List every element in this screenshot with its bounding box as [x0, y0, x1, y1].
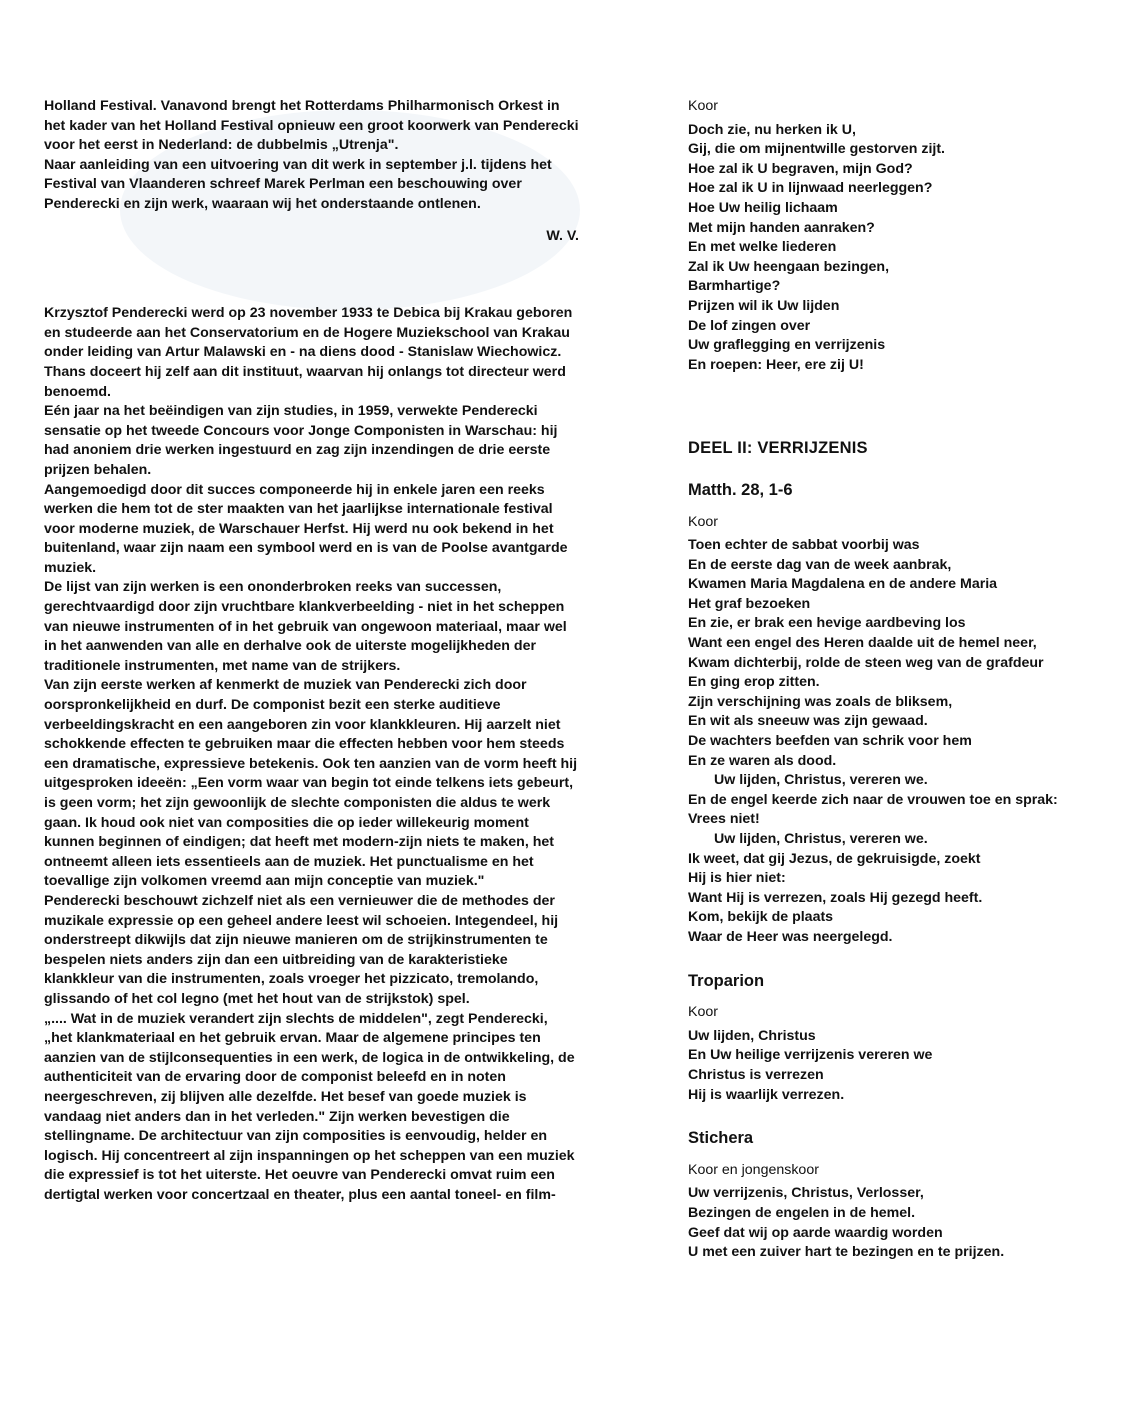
verse-line: Want Hij is verrezen, zoals Hij gezegd heeft.	[688, 889, 983, 906]
verse-line: Hij is waarlijk verrezen.	[688, 1086, 845, 1103]
verse-line: U met een zuiver hart te bezingen en te prijzen.	[688, 1244, 1005, 1261]
verse-line: En Uw heilige verrijzenis vereren we	[688, 1047, 933, 1064]
article-column	[44, 97, 579, 1205]
verse-line: En de engel keerde zich naar de vrouwen toe en sprak:	[688, 791, 1058, 808]
section-title-stichera: Stichera	[688, 1129, 754, 1148]
author-initials: W. V.	[546, 227, 579, 244]
body-paragraph: De lijst van zijn werken is een ononderbroken reeks van successen, gerechtvaardigd door zijn vruchtbare klankverbeelding - niet in het scheppen van nieuwe instrumenten of in het gebruik van ongewoon materiaal, maar wel in het aanwenden van alle en derhalve ook de uiterste mogelijkheden der traditionele instrumenten, met name van de strijkers.	[44, 579, 567, 674]
verse-line: De lof zingen over	[688, 317, 811, 334]
verse-line: Hoe Uw heilig lichaam	[688, 199, 838, 216]
verse-line: Kom, bekijk de plaats	[688, 909, 834, 926]
verse-line: En de eerste dag van de week aanbrak,	[688, 556, 952, 573]
verse-line: Kwamen Maria Magdalena en de andere Maria	[688, 576, 998, 593]
koor-verse	[688, 121, 1140, 376]
verse-line: Zijn verschijning was zoals de bliksem,	[688, 693, 953, 710]
verse-line: Christus is verrezen	[688, 1066, 824, 1083]
section-title-troparion: Troparion	[688, 971, 765, 990]
section-title-matth: Matth. 28, 1-6	[688, 480, 793, 499]
verse-line: En ze waren als dood.	[688, 752, 837, 769]
verse-line: Met mijn handen aanraken?	[688, 219, 875, 236]
verse-line: Doch zie, nu herken ik U,	[688, 121, 856, 138]
verse-line: Hoe zal ik U in lijnwaad neerleggen?	[688, 180, 933, 197]
body-paragraph: Krzysztof Penderecki werd op 23 november 1933 te Debica bij Krakau geboren en studeerde aan het Conservatorium en de Hogere Muziekschool van Krakau onder leiding van Artur Malawski en - na diens dood - Stanislaw Wiechowicz. Thans doceert hij zelf aan dit instituut, waarvan hij onlangs tot directeur werd benoemd.	[44, 305, 573, 400]
body-paragraph: Aangemoedigd door dit succes componeerde hij in enkele jaren een reeks werken die hem tot de ster maakten van het jaarlijkse internationale festival voor moderne muziek, de Warschauer Herfst. Hij werd nu ook bekend in het buitenland, waar zijn naam een symbool werd en is van de Poolse avantgarde muziek.	[44, 481, 568, 576]
verse-line: En wit als sneeuw was zijn gewaad.	[688, 713, 928, 730]
verse-line: Uw lijden, Christus, vereren we.	[714, 831, 928, 847]
troparion-verse	[688, 1027, 1140, 1105]
verse-line: Uw lijden, Christus	[688, 1027, 816, 1044]
voice-label: Koor	[688, 1004, 718, 1021]
body-paragraph: Penderecki beschouwt zichzelf niet als een vernieuwer die de methodes der muzikale expressie op een geheel andere leest wil schoeien. Integendeel, hij onderstreept dikwijls dat zijn nieuwe manieren om de strijkinstrumenten te bespelen niets anders zijn dan een uitbreiding van de karakteristieke klankkleur van die instrumenten, zoals vroeger het pizzicato, tremolando, glissando of het col legno (met het hout van de strijkstok) spel.	[44, 892, 559, 1007]
stichera-verse	[688, 1184, 1140, 1262]
body-paragraph: Eén jaar na het beëindigen van zijn studies, in 1959, verwekte Penderecki sensatie op het tweede Concours voor Jonge Componisten in Warschau: hij had anoniem drie werken ingestuurd en zag zijn inzendingen de drie eerste prijzen behalen.	[44, 403, 558, 478]
intro-paragraph: Holland Festival. Vanavond brengt het Rotterdams Philharmonisch Orkest in het kader van het Holland Festival opnieuw een groot koorwerk van Penderecki voor het eerst in Nederland: de dubbelmis „Utrenja".	[44, 98, 579, 154]
verse-line: Uw graflegging en verrijzenis	[688, 337, 886, 354]
verse-line: Zal ik Uw heengaan bezingen,	[688, 258, 890, 275]
body-paragraph: Van zijn eerste werken af kenmerkt de muziek van Penderecki zich door oorspronkelijkheid en durf. De componist bezit een sterke auditieve verbeeldingskracht en een aangeboren zin voor klankkleuren. Hij aarzelt niet schokkende effecten te gebruiken maar die effecten hebben voor hem steeds een dramatische, expressieve betekenis. Ook ten aanzien van de vorm heeft hij uitgesproken ideeën: „Een vorm waar van begin tot einde telkens iets gebeurt, is geen vorm; het zijn gewoonlijk de slechte componisten die aldus te werk gaan. Ik houd ook niet van composities die op ieder willekeurig moment kunnen beginnen of eindigen; dat heeft met modern-zijn niets te maken, het ontneemt alleen iets essentieels aan de muziek. Het punctualisme en het toevallige zijn volkomen vreemd aan mijn conceptie van muziek."	[44, 677, 578, 890]
verse-line: Gij, die om mijnentwille gestorven zijt.	[688, 141, 945, 158]
verse-line: Het graf bezoeken	[688, 595, 811, 612]
verse-line: En met welke liederen	[688, 239, 837, 256]
matth-verse	[688, 536, 1140, 947]
verse-line: Hij is hier niet:	[688, 870, 786, 887]
verse-line: Hoe zal ik U begraven, mijn God?	[688, 160, 913, 177]
voice-label: Koor	[688, 513, 718, 530]
voice-label: Koor	[688, 98, 718, 114]
voice-label: Koor en jongenskoor	[688, 1161, 819, 1178]
verse-line: Kwam dichterbij, rolde de steen weg van de grafdeur	[688, 654, 1044, 671]
verse-line: Ik weet, dat gij Jezus, de gekruisigde, zoekt	[688, 850, 981, 867]
verse-line: Want een engel des Heren daalde uit de hemel neer,	[688, 635, 1037, 652]
verse-line: Uw verrijzenis, Christus, Verlosser,	[688, 1185, 924, 1202]
verse-line: Vrees niet!	[688, 811, 760, 828]
verse-line: Toen echter de sabbat voorbij was	[688, 537, 920, 554]
verse-line: Barmhartige?	[688, 278, 781, 295]
verse-line: Geef dat wij op aarde waardig worden	[688, 1224, 943, 1241]
part-title: DEEL II: VERRIJZENIS	[688, 439, 868, 458]
verse-line: Bezingen de engelen in de hemel.	[688, 1204, 916, 1221]
verse-line: En zie, er brak een hevige aardbeving los	[688, 615, 966, 632]
verse-line: Uw lijden, Christus, vereren we.	[714, 772, 928, 789]
verse-line: De wachters beefden van schrik voor hem	[688, 733, 972, 750]
verse-line: En ging erop zitten.	[688, 674, 820, 691]
libretto-column	[688, 97, 1140, 1263]
verse-line: Prijzen wil ik Uw lijden	[688, 297, 840, 314]
body-paragraph: „.... Wat in de muziek verandert zijn slechts de middelen", zegt Penderecki, „het klankmateriaal en het gebruik ervan. Maar de algemene principes ten aanzien van de stijlconsequenties in een werk, de logica in de ontwikkeling, de authenticiteit van de ervaring door de componist beleefd en in noten neergeschreven, zij blijven alle dezelfde. Het besef van goede muziek is vandaag niet anders dan in het verleden." Zijn werken bevestigen die stellingname. De architectuur van zijn composities is eenvoudig, helder en logisch. Hij concentreert al zijn inspanningen op het scheppen van een muziek die expressief is tot het uiterste. Het oeuvre van Penderecki omvat ruim een dertigtal werken voor concertzaal en theater, plus een aantal toneel- en film-	[44, 1010, 575, 1203]
verse-line: Waar de Heer was neergelegd.	[688, 928, 893, 945]
verse-line: En roepen: Heer, ere zij U!	[688, 356, 864, 373]
intro-paragraph: Naar aanleiding van een uitvoering van dit werk in september j.l. tijdens het Festival van Vlaanderen schreef Marek Perlman een beschouwing over Penderecki en zijn werk, waaraan wij het onderstaande ontlenen.	[44, 156, 552, 212]
